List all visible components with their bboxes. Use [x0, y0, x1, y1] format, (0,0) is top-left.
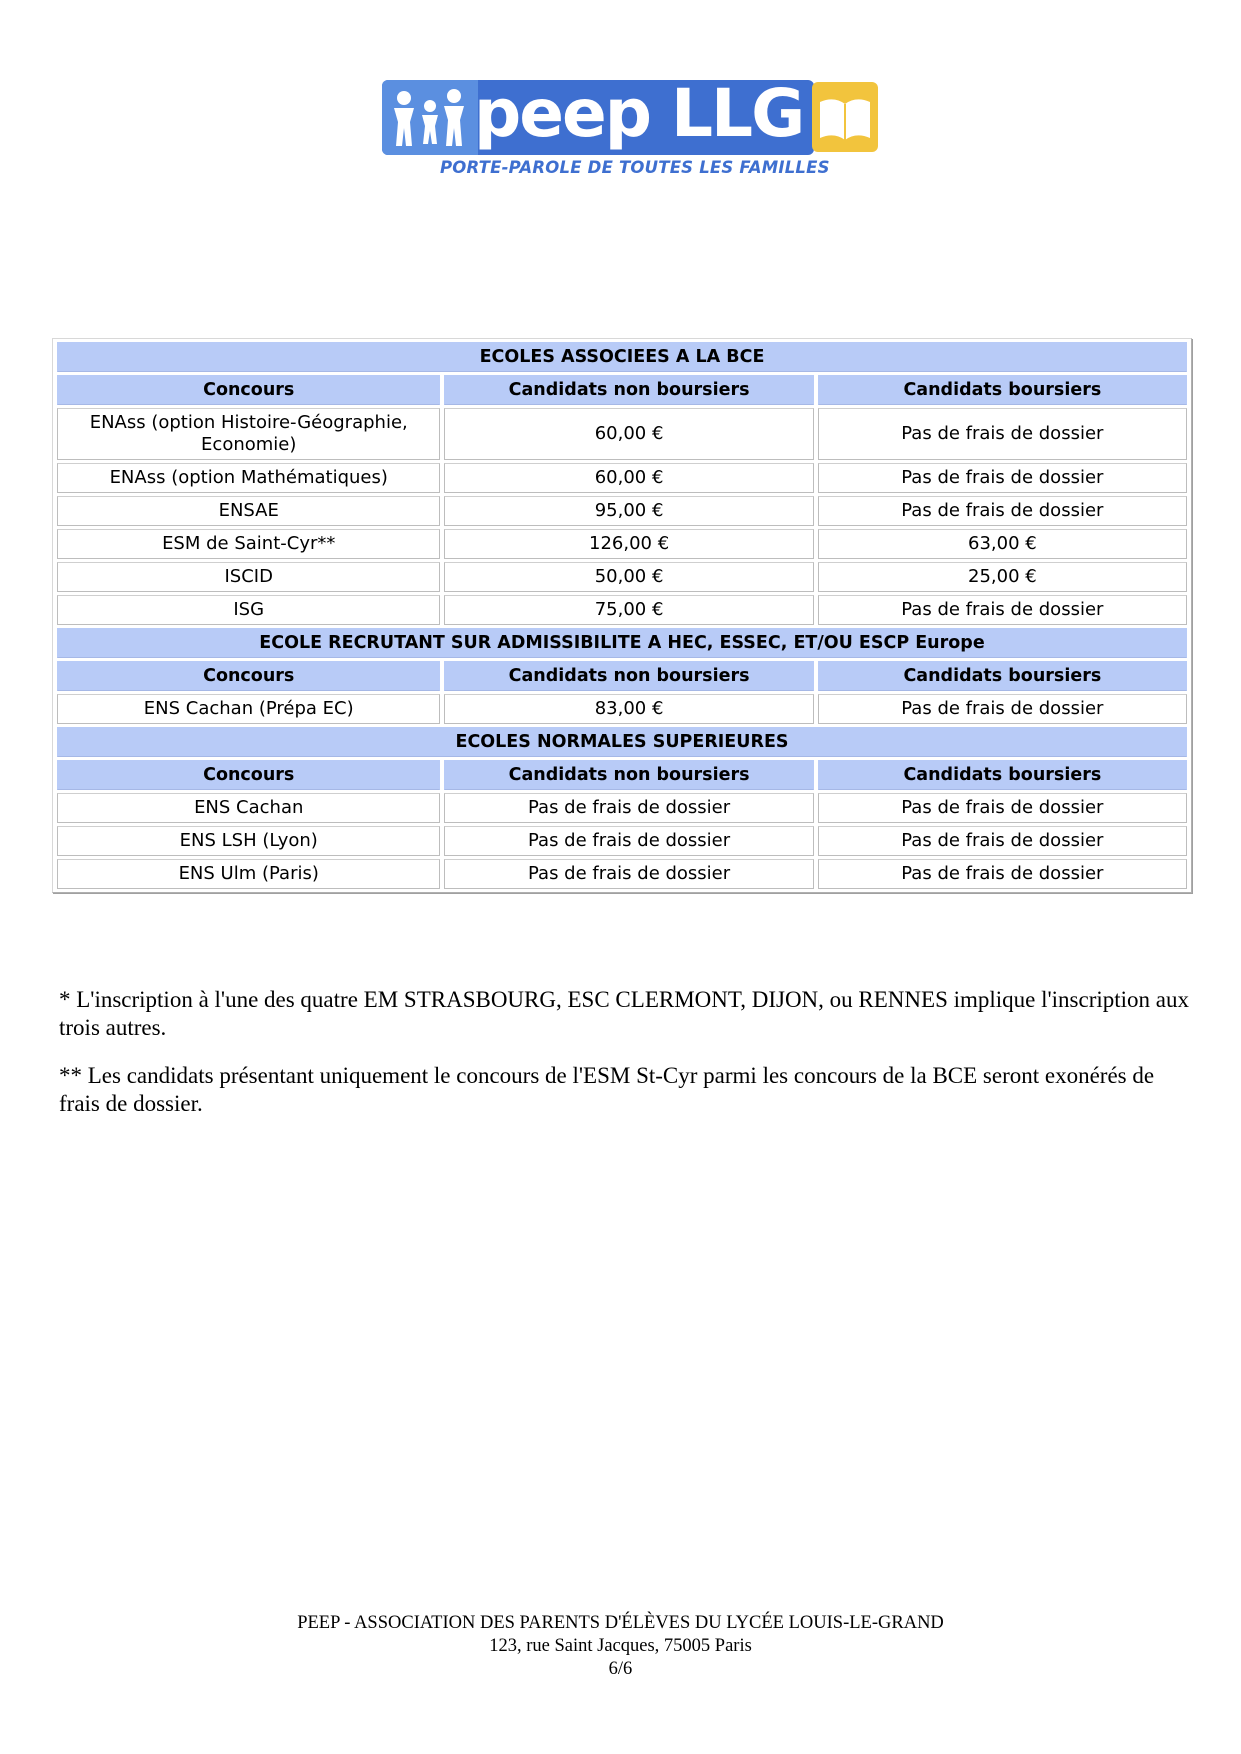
- boursiers-fee-cell: Pas de frais de dossier: [818, 463, 1187, 493]
- column-header-non-boursiers: Candidats non boursiers: [444, 661, 813, 691]
- table-row: [57, 463, 1187, 493]
- boursiers-fee-cell: Pas de frais de dossier: [818, 496, 1187, 526]
- peep-llg-logo: [382, 75, 878, 180]
- logo-tagline: PORTE-PAROLE DE TOUTES LES FAMILLES: [440, 158, 830, 177]
- page-number: 6/6: [608, 1659, 633, 1679]
- non-boursiers-fee-cell: 60,00 €: [444, 408, 813, 460]
- non-boursiers-fee-cell: 126,00 €: [444, 529, 813, 559]
- non-boursiers-fee-cell: Pas de frais de dossier: [444, 859, 813, 889]
- column-header-concours: Concours: [57, 661, 440, 691]
- concours-cell: ENS Cachan (Prépa EC): [57, 694, 440, 724]
- concours-cell: ENS Ulm (Paris): [57, 859, 440, 889]
- column-header-non-boursiers: Candidats non boursiers: [444, 760, 813, 790]
- page-footer: [0, 1612, 1241, 1681]
- table-row: [57, 529, 1187, 559]
- column-header-boursiers: Candidats boursiers: [818, 760, 1187, 790]
- section-header-row: [57, 628, 1187, 658]
- table-row: [57, 496, 1187, 526]
- section-title: ECOLES ASSOCIEES A LA BCE: [57, 342, 1187, 372]
- non-boursiers-fee-cell: 75,00 €: [444, 595, 813, 625]
- boursiers-fee-cell: Pas de frais de dossier: [818, 595, 1187, 625]
- column-header-concours: Concours: [57, 375, 440, 405]
- concours-cell: ENS LSH (Lyon): [57, 826, 440, 856]
- column-header-non-boursiers: Candidats non boursiers: [444, 375, 813, 405]
- concours-cell: ENSAE: [57, 496, 440, 526]
- boursiers-fee-cell: Pas de frais de dossier: [818, 408, 1187, 460]
- concours-cell: ESM de Saint-Cyr**: [57, 529, 440, 559]
- footnote-single-asterisk: * L'inscription à l'une des quatre EM STRASBOURG, ESC CLERMONT, DIJON, ou RENNES implique l'inscription aux trois autres.: [59, 987, 1189, 1040]
- non-boursiers-fee-cell: 83,00 €: [444, 694, 813, 724]
- table-row: [57, 595, 1187, 625]
- boursiers-fee-cell: Pas de frais de dossier: [818, 859, 1187, 889]
- footnotes: [59, 986, 1189, 1138]
- table-row: [57, 826, 1187, 856]
- concours-cell: ENAss (option Mathématiques): [57, 463, 440, 493]
- logo-wordmark: peep LLG: [474, 75, 804, 152]
- non-boursiers-fee-cell: Pas de frais de dossier: [444, 826, 813, 856]
- family-figures-icon: [382, 80, 478, 155]
- non-boursiers-fee-cell: 95,00 €: [444, 496, 813, 526]
- column-header-boursiers: Candidats boursiers: [818, 661, 1187, 691]
- concours-cell: ISCID: [57, 562, 440, 592]
- section-header-row: [57, 342, 1187, 372]
- footer-address: 123, rue Saint Jacques, 75005 Paris: [489, 1636, 752, 1656]
- table-row: [57, 793, 1187, 823]
- column-header-row: [57, 375, 1187, 405]
- table-row: [57, 408, 1187, 460]
- non-boursiers-fee-cell: 60,00 €: [444, 463, 813, 493]
- footer-association-name: PEEP - ASSOCIATION DES PARENTS D'ÉLÈVES DU LYCÉE LOUIS-LE-GRAND: [297, 1613, 944, 1633]
- boursiers-fee-cell: 25,00 €: [818, 562, 1187, 592]
- boursiers-fee-cell: Pas de frais de dossier: [818, 694, 1187, 724]
- table-row: [57, 562, 1187, 592]
- table-row: [57, 859, 1187, 889]
- section-header-row: [57, 727, 1187, 757]
- section-title: ECOLES NORMALES SUPERIEURES: [57, 727, 1187, 757]
- column-header-row: [57, 661, 1187, 691]
- fees-table: [52, 338, 1192, 893]
- boursiers-fee-cell: 63,00 €: [818, 529, 1187, 559]
- table-row: [57, 694, 1187, 724]
- concours-cell: ENAss (option Histoire-Géographie, Economie): [57, 408, 440, 460]
- column-header-concours: Concours: [57, 760, 440, 790]
- concours-cell: ISG: [57, 595, 440, 625]
- column-header-row: [57, 760, 1187, 790]
- concours-cell: ENS Cachan: [57, 793, 440, 823]
- boursiers-fee-cell: Pas de frais de dossier: [818, 793, 1187, 823]
- non-boursiers-fee-cell: 50,00 €: [444, 562, 813, 592]
- non-boursiers-fee-cell: Pas de frais de dossier: [444, 793, 813, 823]
- open-book-icon: [812, 82, 878, 152]
- footnote-double-asterisk: ** Les candidats présentant uniquement le concours de l'ESM St-Cyr parmi les concours de la BCE seront exonérés de frais de dossier.: [59, 1063, 1155, 1116]
- boursiers-fee-cell: Pas de frais de dossier: [818, 826, 1187, 856]
- section-title: ECOLE RECRUTANT SUR ADMISSIBILITE A HEC, ESSEC, ET/OU ESCP Europe: [57, 628, 1187, 658]
- column-header-boursiers: Candidats boursiers: [818, 375, 1187, 405]
